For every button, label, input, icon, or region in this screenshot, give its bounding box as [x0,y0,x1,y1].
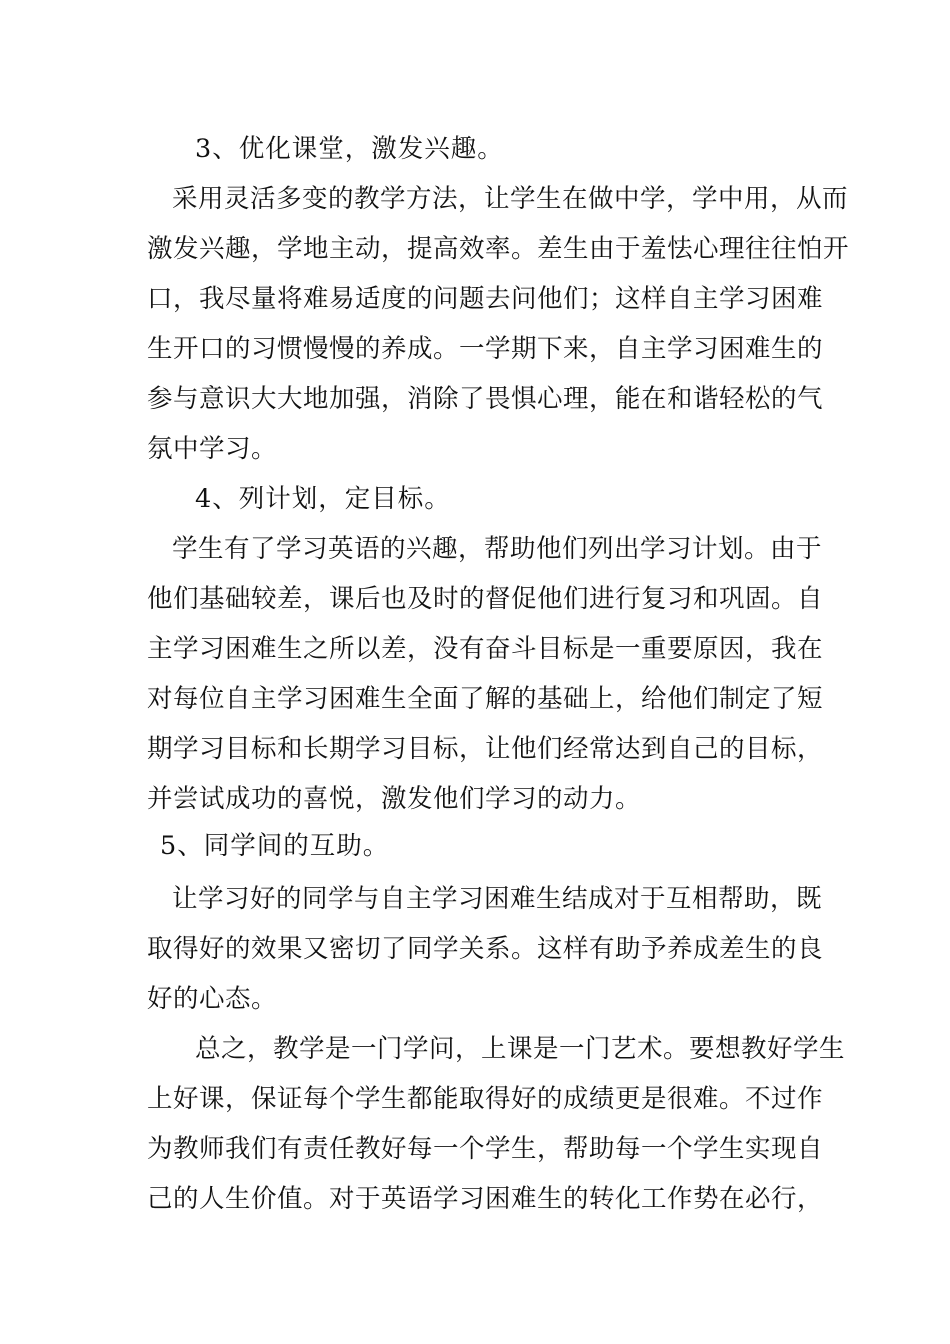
section-4-line-2: 他们基础较差，课后也及时的督促他们进行复习和巩固。自 [147,584,824,614]
section-4-line-4: 对每位自主学习困难生全面了解的基础上，给他们制定了短 [147,684,824,714]
section-4-line-5: 期学习目标和长期学习目标，让他们经常达到自己的目标， [147,734,824,764]
section-3-line-5: 参与意识大大地加强，消除了畏惧心理，能在和谐轻松的气 [147,384,824,414]
section-3-line-2: 激发兴趣，学地主动，提高效率。差生由于羞怯心理往往怕开 [147,234,850,264]
section-4-line-3: 主学习困难生之所以差，没有奋斗目标是一重要原因，我在 [147,634,824,664]
section-5-line-3: 好的心态。 [147,984,278,1014]
section-3-heading: 3、优化课堂，激发兴趣。 [195,134,504,164]
section-4-line-6: 并尝试成功的喜悦，激发他们学习的动力。 [147,784,642,814]
section-4-heading: 4、列计划，定目标。 [195,484,451,514]
conclusion-line-2: 上好课，保证每个学生都能取得好的成绩更是很难。不过作 [147,1084,824,1114]
section-5-line-2: 取得好的效果又密切了同学关系。这样有助予养成差生的良 [147,934,824,964]
section-5-heading: 5、同学间的互助。 [160,831,390,861]
conclusion-line-4: 己的人生价值。对于英语学习困难生的转化工作势在必行， [147,1184,824,1214]
conclusion-line-3: 为教师我们有责任教好每一个学生，帮助每一个学生实现自 [147,1134,824,1164]
section-3-line-3: 口，我尽量将难易适度的问题去问他们；这样自主学习困难 [147,284,824,314]
section-3-line-6: 氛中学习。 [147,434,278,464]
section-3-line-1: 采用灵活多变的教学方法，让学生在做中学，学中用，从而 [172,184,849,214]
section-3-line-4: 生开口的习惯慢慢的养成。一学期下来，自主学习困难生的 [147,334,824,364]
conclusion-line-1: 总之，教学是一门学问，上课是一门艺术。要想教好学生 [195,1034,846,1064]
section-5-line-1: 让学习好的同学与自主学习困难生结成对于互相帮助，既 [172,884,823,914]
section-4-line-1: 学生有了学习英语的兴趣，帮助他们列出学习计划。由于 [172,534,823,564]
